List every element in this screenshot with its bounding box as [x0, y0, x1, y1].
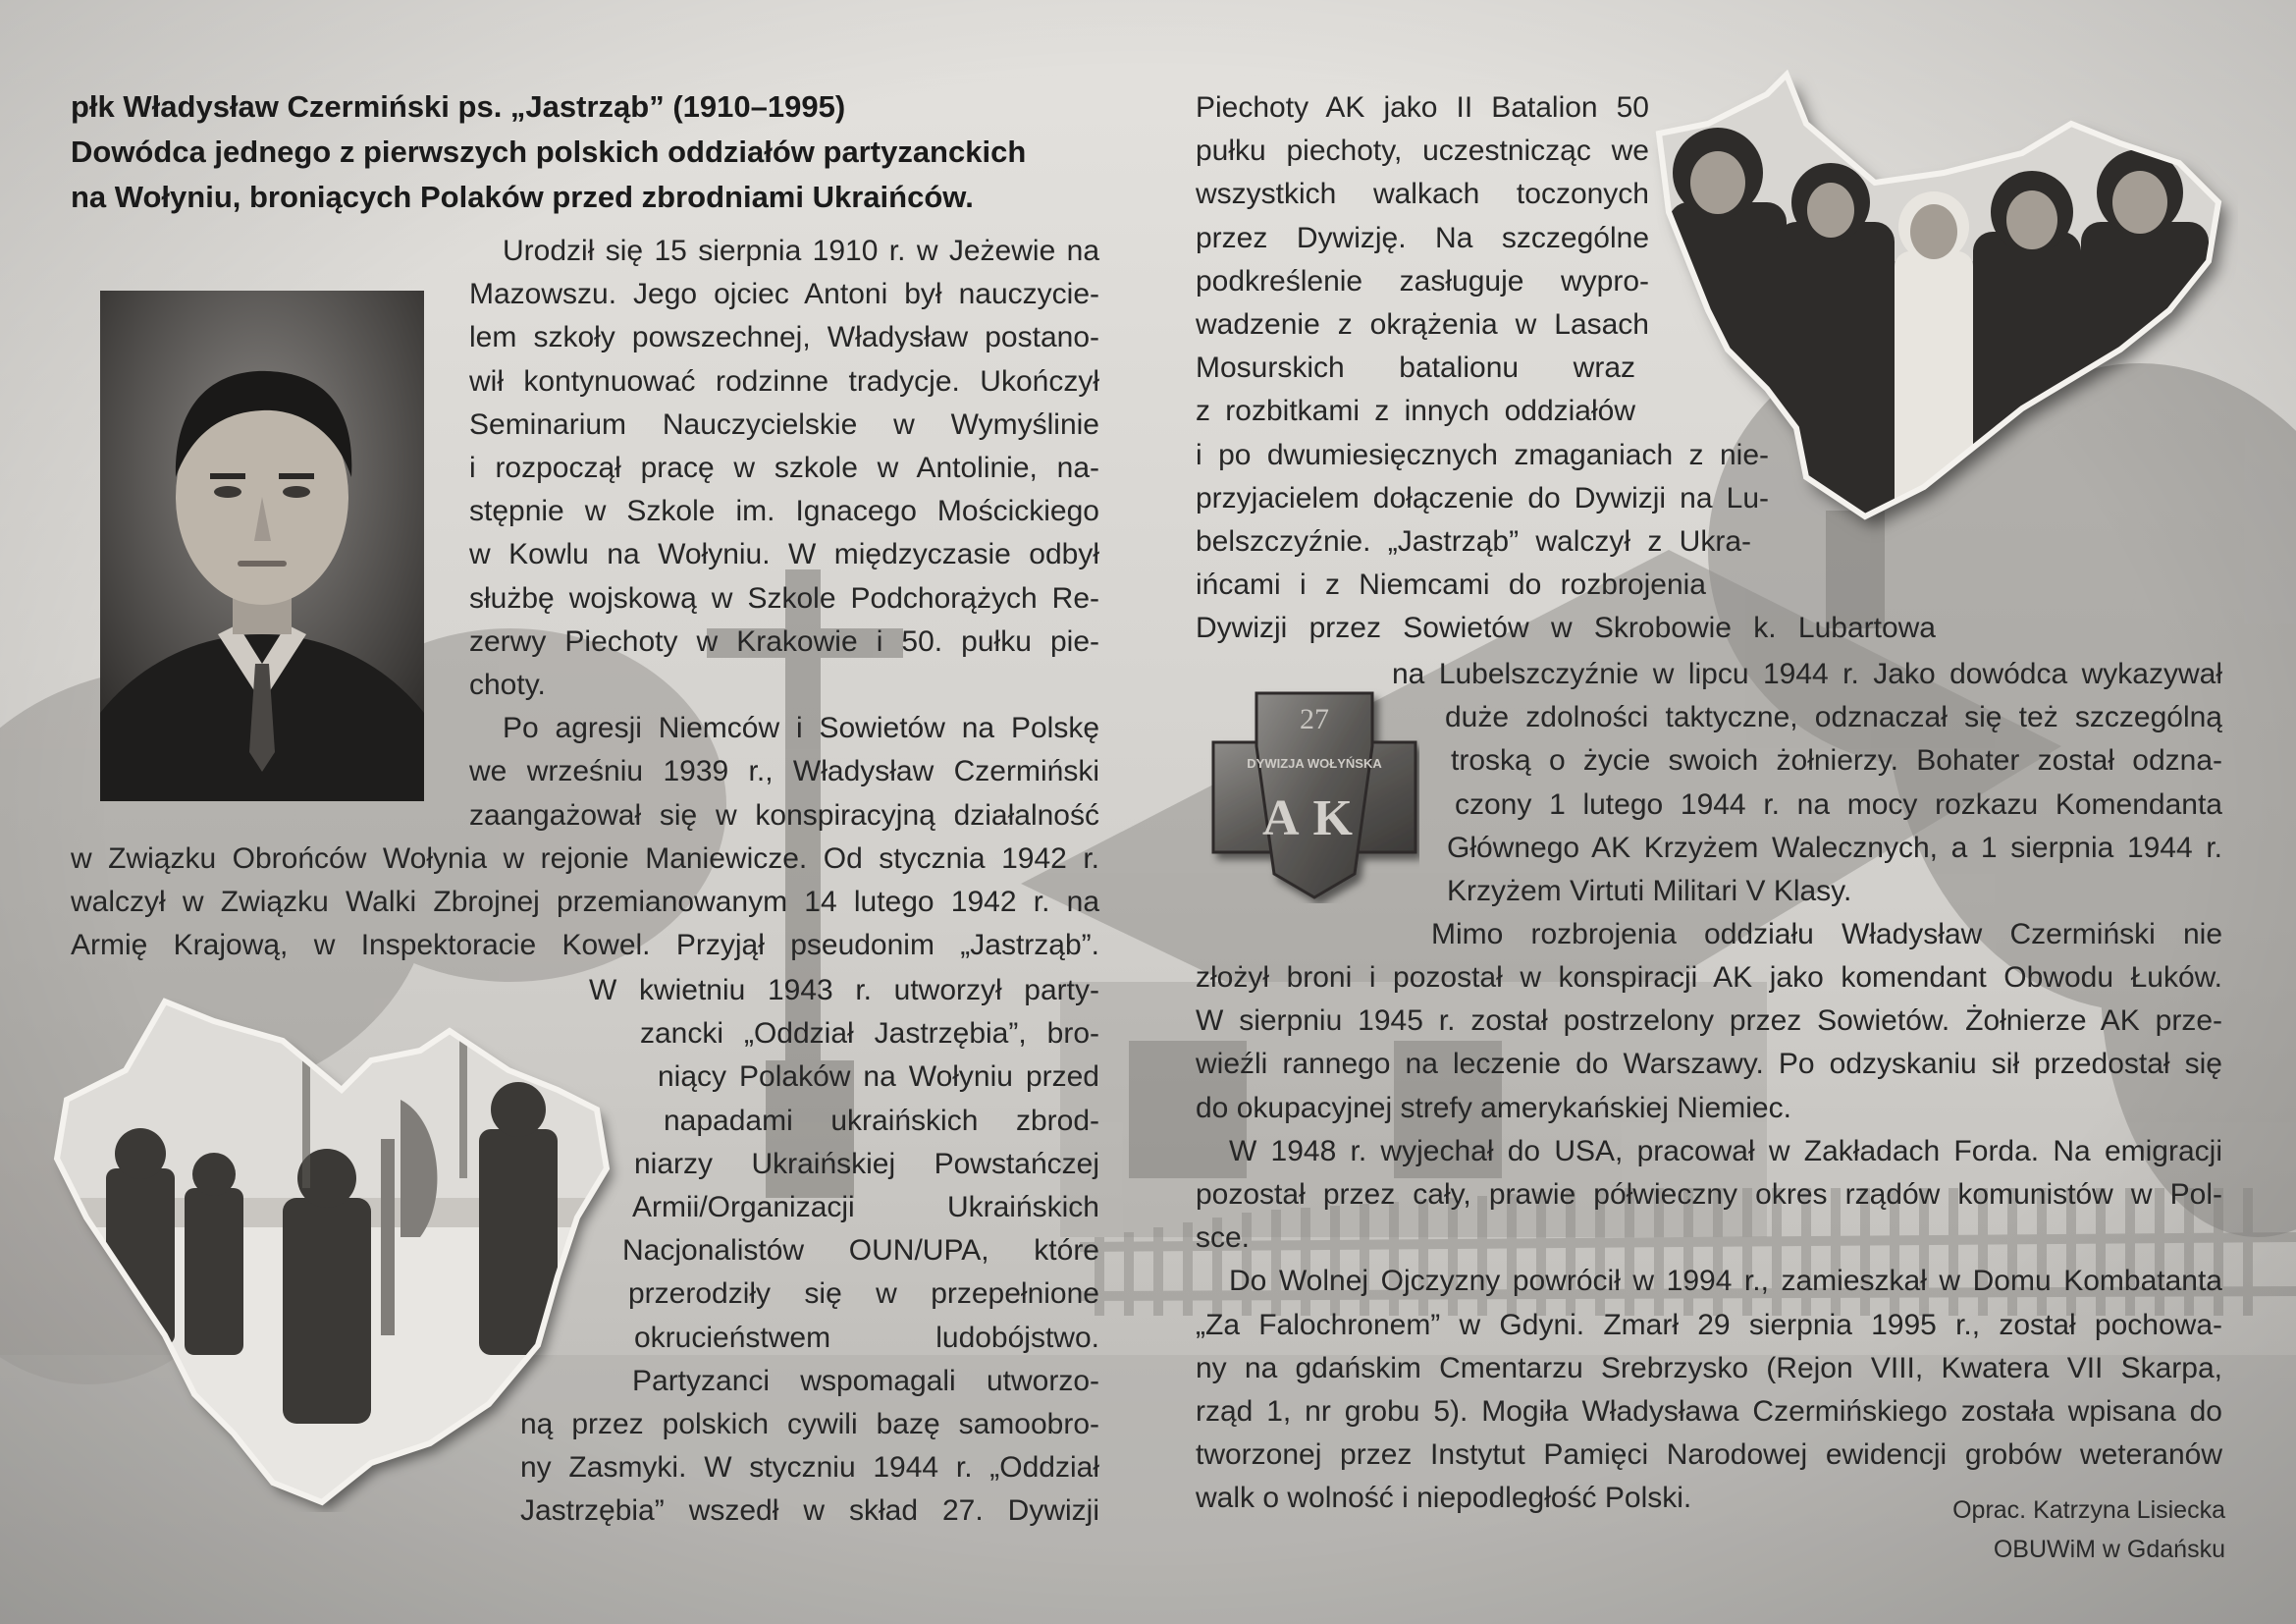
text-line: ną przez polskich cywili bazę samoobro-: [520, 1408, 1099, 1441]
text-line: belszczyźnie. „Jastrząb” walczył z Ukra-: [1196, 525, 1751, 559]
text-line: walczył w Związku Walki Zbrojnej przemianowanym 14 lutego 1942 r. na: [71, 886, 1099, 919]
badge-letters: AK: [1262, 790, 1366, 846]
text-line: przyjacielem dołączenie do Dywizji na Lu-: [1196, 481, 1769, 514]
heading-line-2: Dowódca jednego z pierwszych polskich oddziałów partyzanckich: [71, 135, 1027, 169]
left-column-lower: [520, 969, 1099, 1534]
text-line: lem szkoły powszechnej, Władysław postano-: [469, 321, 1099, 354]
text-line: Partyzanci wspomagali utworzo-: [632, 1364, 1099, 1397]
text-line: ińcami i z Niemcami do rozbrojenia: [1196, 568, 1706, 602]
text-line: troską o życie swoich żołnierzy. Bohater został odzna-: [1451, 744, 2222, 778]
text-line: niarzy Ukraińskiej Powstańczej: [634, 1147, 1099, 1180]
text-line: na Lubelszczyźnie w lipcu 1944 r. Jako dowódca wykazywał: [1392, 658, 2222, 690]
credit-organization: OBUWiM w Gdańsku: [1993, 1536, 2225, 1563]
text-line: przez Dywizję. Na szczególne: [1196, 221, 1649, 254]
text-line: ny Zasmyki. W styczniu 1944 r. „Oddział: [520, 1451, 1099, 1485]
text-line: Urodził się 15 sierpnia 1910 r. w Jeżewie na: [503, 235, 1099, 267]
text-line: z rozbitkami z innych oddziałów: [1196, 395, 1635, 428]
portrait-photo: [100, 291, 424, 801]
text-line: Krzyżem Virtuti Militari V Klasy.: [1447, 875, 1852, 908]
text-line: Armii/Organizacji Ukraińskich: [632, 1191, 1099, 1224]
text-line: wadzenie z okrążenia w Lasach: [1196, 308, 1649, 342]
text-line: W kwietniu 1943 r. utworzył party-: [589, 974, 1099, 1006]
text-line: i po dwumiesięcznych zmaganiach z nie-: [1196, 438, 1769, 471]
credit-author: Oprac. Katrzyna Lisiecka: [1952, 1496, 2225, 1524]
badge-number: 27: [1300, 703, 1329, 735]
text-line: choty.: [469, 669, 546, 702]
text-line: okrucieństwem ludobójstwo.: [634, 1321, 1099, 1354]
text-line: „Za Falochronem” w Gdyni. Zmarł 29 sierpnia 1995 r., został pochowa-: [1196, 1308, 2222, 1341]
right-column-full: [1196, 956, 2222, 1521]
text-line: wieźli rannego na leczenie do Warszawy. Po odzyskaniu sił przedostał się: [1196, 1048, 2222, 1081]
heading-line-3: na Wołyniu, broniących Polaków przed zbrodniami Ukraińców.: [71, 180, 974, 214]
text-line: przerodziły się w przepełnione: [628, 1277, 1099, 1311]
division-badge: [1209, 687, 1419, 903]
text-line: niący Polaków na Wołyniu przed: [658, 1060, 1099, 1094]
text-line: rząd 1, nr grobu 5). Mogiła Władysława Czermińskiego została wpisana do: [1196, 1395, 2222, 1429]
text-line: zaangażował się w konspiracyjną działalność: [469, 798, 1099, 832]
right-column-badge: [1392, 653, 2222, 956]
text-line: walk o wolność i niepodległość Polski.: [1196, 1482, 1692, 1515]
text-line: Seminarium Nauczycielskie w Wymyślinie: [469, 407, 1099, 441]
text-line: Mazowszu. Jego ojciec Antoni był nauczycie-: [469, 278, 1099, 311]
text-line: zerwy Piechoty w Krakowie i 50. pułku pie-: [469, 624, 1099, 658]
text-line: sce.: [1196, 1221, 1251, 1255]
text-line: Nacjonalistów OUN/UPA, które: [622, 1234, 1099, 1268]
group-map-photo: [1649, 65, 2238, 595]
text-line: duże zdolności taktyczne, odznaczał się też szczególną: [1445, 701, 2222, 734]
text-line: napadami ukraińskich zbrod-: [664, 1104, 1099, 1137]
text-line: Po agresji Niemców i Sowietów na Polskę: [503, 712, 1099, 745]
text-line: służbę wojskową w Szkole Podchorążych Re-: [469, 581, 1099, 615]
text-line: w Związku Obrońców Wołynia w rejonie Maniewicze. Od stycznia 1942 r.: [71, 842, 1099, 875]
text-line: w Kowlu na Wołyniu. W międzyczasie odbył: [469, 538, 1099, 571]
left-column-full: [71, 838, 1099, 968]
text-line: zancki „Oddział Jastrzębia”, bro-: [640, 1017, 1099, 1051]
text-line: Głównego AK Krzyżem Walecznych, a 1 sierpnia 1944 r.: [1447, 831, 2222, 864]
text-line: pułku piechoty, uczestnicząc we: [1196, 135, 1649, 168]
text-line: Piechoty AK jako II Batalion 50: [1196, 91, 1649, 124]
text-line: do okupacyjnej strefy amerykańskiej Niemiec.: [1196, 1091, 1791, 1124]
author-credit: [1952, 1490, 2225, 1569]
text-line: czony 1 lutego 1944 r. na mocy rozkazu Komendanta: [1455, 787, 2222, 821]
text-line: i rozpoczął pracę w szkole w Antolinie, na-: [469, 452, 1099, 485]
text-line: Mosurskich batalionu wraz: [1196, 352, 1635, 385]
left-column-top: [469, 230, 1099, 838]
text-line: wszystkich walkach toczonych: [1196, 178, 1649, 211]
text-line: Dywizji przez Sowietów w Skrobowie k. Lubartowa: [1196, 612, 1936, 645]
text-line: stępnie w Szkole im. Ignacego Mościckiego: [469, 495, 1099, 528]
text-line: W sierpniu 1945 r. został postrzelony przez Sowietów. Żołnierze AK prze-: [1196, 1004, 2222, 1038]
heading-line-1: płk Władysław Czermiński ps. „Jastrząb” (1910–1995): [71, 89, 846, 124]
text-line: Mimo rozbrojenia oddziału Władysław Czermiński nie: [1431, 918, 2222, 951]
text-line: podkreślenie zasługuje wypro-: [1196, 264, 1649, 298]
text-line: we wrześniu 1939 r., Władysław Czermiński: [469, 755, 1099, 788]
text-line: wił kontynuować rodzinne tradycje. Ukończył: [469, 364, 1099, 398]
text-line: pozostał przez cały, prawie półwieczny okres rządów komunistów w Pol-: [1196, 1178, 2222, 1212]
text-line: złożył broni i pozostał w konspiracji AK jako komendant Obwodu Łuków.: [1196, 961, 2222, 994]
text-line: W 1948 r. wyjechał do USA, pracował w Zakładach Forda. Na emigracji: [1229, 1134, 2222, 1167]
text-line: tworzonej przez Instytut Pamięci Narodowej ewidencji grobów weteranów: [1196, 1438, 2222, 1472]
text-line: ny na gdańskim Cmentarzu Srebrzysko (Rejon VIII, Kwatera VII Skarpa,: [1196, 1351, 2222, 1384]
text-line: Do Wolnej Ojczyzny powrócił w 1994 r., zamieszkał w Domu Kombatanta: [1229, 1265, 2222, 1298]
text-line: Armię Krajową, w Inspektoracie Kowel. Przyjął pseudonim „Jastrząb”.: [71, 929, 1099, 962]
text-line: Jastrzębia” wszedł w skład 27. Dywizji: [520, 1494, 1099, 1528]
badge-text: DYWIZJA WOŁYŃSKA: [1247, 756, 1382, 771]
article-heading: [71, 84, 1092, 220]
